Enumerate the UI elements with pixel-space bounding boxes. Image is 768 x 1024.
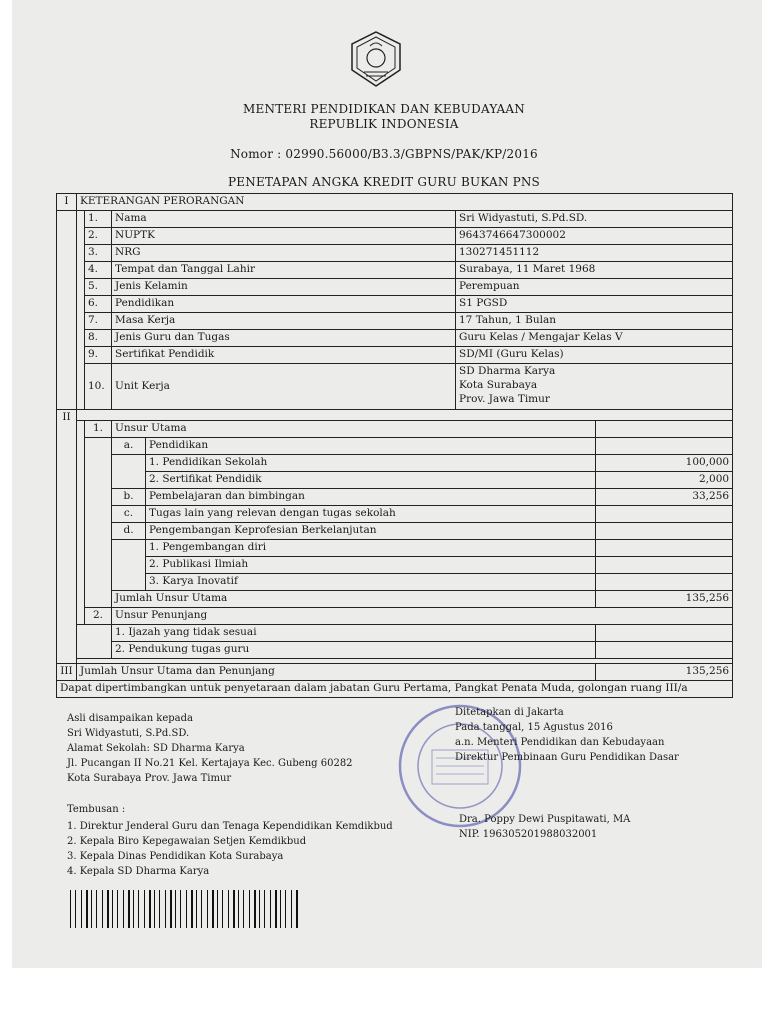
section3-label: Jumlah Unsur Utama dan Penunjang [77, 664, 596, 681]
unit-kerja-line: Prov. Jawa Timur [459, 393, 550, 405]
section2-row [57, 410, 733, 421]
item-letter: a. [112, 438, 146, 455]
recipient-line: Asli disampaikan kepada [67, 713, 194, 724]
row-value: 9643746647300002 [456, 228, 733, 245]
table-row [57, 472, 733, 489]
recipient-line: Kota Surabaya Prov. Jawa Timur [67, 773, 232, 784]
table-row [57, 506, 733, 523]
header-republic: REPUBLIK INDONESIA [309, 117, 459, 131]
item-label: Pengembangan Keprofesian Berkelanjutan [146, 523, 596, 540]
row-label: Sertifikat Pendidik [112, 347, 456, 364]
item-label: 3. Karya Inovatif [146, 574, 596, 591]
jumlah-utama-value: 135,256 [596, 591, 733, 608]
row-number: 6. [85, 296, 112, 313]
row-label: Masa Kerja [112, 313, 456, 330]
table-row [57, 540, 733, 557]
table-row [57, 574, 733, 591]
item-label: Pembelajaran dan bimbingan [146, 489, 596, 506]
row-value: 17 Tahun, 1 Bulan [456, 313, 733, 330]
row-number: 9. [85, 347, 112, 364]
section3-value: 135,256 [596, 664, 733, 681]
item-label: Tugas lain yang relevan dengan tugas sekolah [146, 506, 596, 523]
item-value: 2,000 [596, 472, 733, 489]
row-label: Unit Kerja [112, 364, 456, 410]
header-ministry: MENTERI PENDIDIKAN DAN KEBUDAYAAN [243, 102, 525, 116]
table-row [57, 455, 733, 472]
item-label: 1. Pendidikan Sekolah [146, 455, 596, 472]
document-title: PENETAPAN ANGKA KREDIT GURU BUKAN PNS [228, 175, 540, 189]
tembusan-block [67, 802, 393, 879]
item-value: 33,256 [596, 489, 733, 506]
table-row [57, 523, 733, 540]
table-row [57, 642, 733, 659]
section1-heading: KETERANGAN PERORANGAN [77, 194, 733, 211]
item-value: 100,000 [596, 455, 733, 472]
credit-table [56, 193, 733, 698]
row-label: Jenis Guru dan Tugas [112, 330, 456, 347]
unsur-utama-number: 1. [85, 421, 112, 438]
row-number: 8. [85, 330, 112, 347]
row-value: Perempuan [456, 279, 733, 296]
row-value: 130271451112 [456, 245, 733, 262]
table-row [57, 608, 733, 625]
row-value: Surabaya, 11 Maret 1968 [456, 262, 733, 279]
unit-kerja-value [456, 364, 733, 410]
table-row [57, 438, 733, 455]
signature-block [459, 812, 630, 842]
issuance-line: Direktur Pembinaan Guru Pendidikan Dasar [455, 752, 679, 763]
recipient-block [67, 711, 353, 786]
recipient-line: Alamat Sekolah: SD Dharma Karya [67, 743, 245, 754]
section2-numeral: II [57, 410, 77, 664]
row-number: 10. [85, 364, 112, 410]
item-letter: c. [112, 506, 146, 523]
ministry-emblem-icon [348, 30, 404, 88]
table-row [57, 625, 733, 642]
row-label: Tempat dan Tanggal Lahir [112, 262, 456, 279]
tembusan-item: 1. Direktur Jenderal Guru dan Tenaga Kependidikan Kemdikbud [67, 821, 393, 832]
table-row [57, 296, 733, 313]
table-row [57, 228, 733, 245]
row-number: 5. [85, 279, 112, 296]
signatory-nip: NIP. 196305201988032001 [459, 829, 598, 840]
row-number: 1. [85, 211, 112, 228]
table-row [57, 245, 733, 262]
section3-numeral: III [57, 664, 77, 681]
row-number: 2. [85, 228, 112, 245]
table-row [57, 313, 733, 330]
row-label: Jenis Kelamin [112, 279, 456, 296]
row-value: Guru Kelas / Mengajar Kelas V [456, 330, 733, 347]
document-number: Nomor : 02990.56000/B3.3/GBPNS/PAK/KP/2016 [230, 147, 538, 161]
item-label: Pendidikan [146, 438, 596, 455]
table-row [57, 330, 733, 347]
row-label: Nama [112, 211, 456, 228]
recipient-line: Sri Widyastuti, S.Pd.SD. [67, 728, 190, 739]
row-value: SD/MI (Guru Kelas) [456, 347, 733, 364]
row-value: Sri Widyastuti, S.Pd.SD. [456, 211, 733, 228]
signatory-name: Dra. Poppy Dewi Puspitawati, MA [459, 814, 631, 825]
table-row [57, 489, 733, 506]
unsur-utama-label: Unsur Utama [112, 421, 596, 438]
section1-header-row [57, 194, 733, 211]
tembusan-item: 3. Kepala Dinas Pendidikan Kota Surabaya [67, 851, 284, 862]
row-label: NRG [112, 245, 456, 262]
equivalence-note: Dapat dipertimbangkan untuk penyetaraan dalam jabatan Guru Pertama, Pangkat Penata Muda, golongan ruang III/a [57, 681, 733, 698]
item-label: 1. Ijazah yang tidak sesuai [112, 625, 596, 642]
row-number: 4. [85, 262, 112, 279]
unit-kerja-line: Kota Surabaya [459, 379, 538, 391]
table-row [57, 211, 733, 228]
penunjang-label: Unsur Penunjang [112, 608, 733, 625]
table-row [57, 279, 733, 296]
section3-row [57, 664, 733, 681]
table-row [57, 347, 733, 364]
table-row [57, 364, 733, 410]
barcode-icon [70, 890, 302, 928]
item-letter: b. [112, 489, 146, 506]
issuance-line: Ditetapkan di Jakarta [455, 707, 564, 718]
table-row [57, 557, 733, 574]
issuance-line: a.n. Menteri Pendidikan dan Kebudayaan [455, 737, 665, 748]
table-row [57, 421, 733, 438]
penunjang-number: 2. [85, 608, 112, 625]
item-letter: d. [112, 523, 146, 540]
row-number: 7. [85, 313, 112, 330]
section1-numeral: I [57, 194, 77, 211]
tembusan-item: 2. Kepala Biro Kepegawaian Setjen Kemdikbud [67, 836, 307, 847]
tembusan-title: Tembusan : [67, 804, 126, 815]
table-row [57, 262, 733, 279]
item-label: 2. Publikasi Ilmiah [146, 557, 596, 574]
row-value: S1 PGSD [456, 296, 733, 313]
item-label: 1. Pengembangan diri [146, 540, 596, 557]
jumlah-utama-label: Jumlah Unsur Utama [112, 591, 596, 608]
item-label: 2. Sertifikat Pendidik [146, 472, 596, 489]
unit-kerja-line: SD Dharma Karya [459, 365, 556, 377]
row-number: 3. [85, 245, 112, 262]
note-row [57, 681, 733, 698]
row-label: Pendidikan [112, 296, 456, 313]
issuance-block [455, 705, 679, 765]
recipient-line: Jl. Pucangan II No.21 Kel. Kertajaya Kec. Gubeng 60282 [67, 758, 353, 769]
table-row [57, 591, 733, 608]
issuance-line: Pada tanggal, 15 Agustus 2016 [455, 722, 613, 733]
item-label: 2. Pendukung tugas guru [112, 642, 596, 659]
row-label: NUPTK [112, 228, 456, 245]
tembusan-item: 4. Kepala SD Dharma Karya [67, 866, 210, 877]
